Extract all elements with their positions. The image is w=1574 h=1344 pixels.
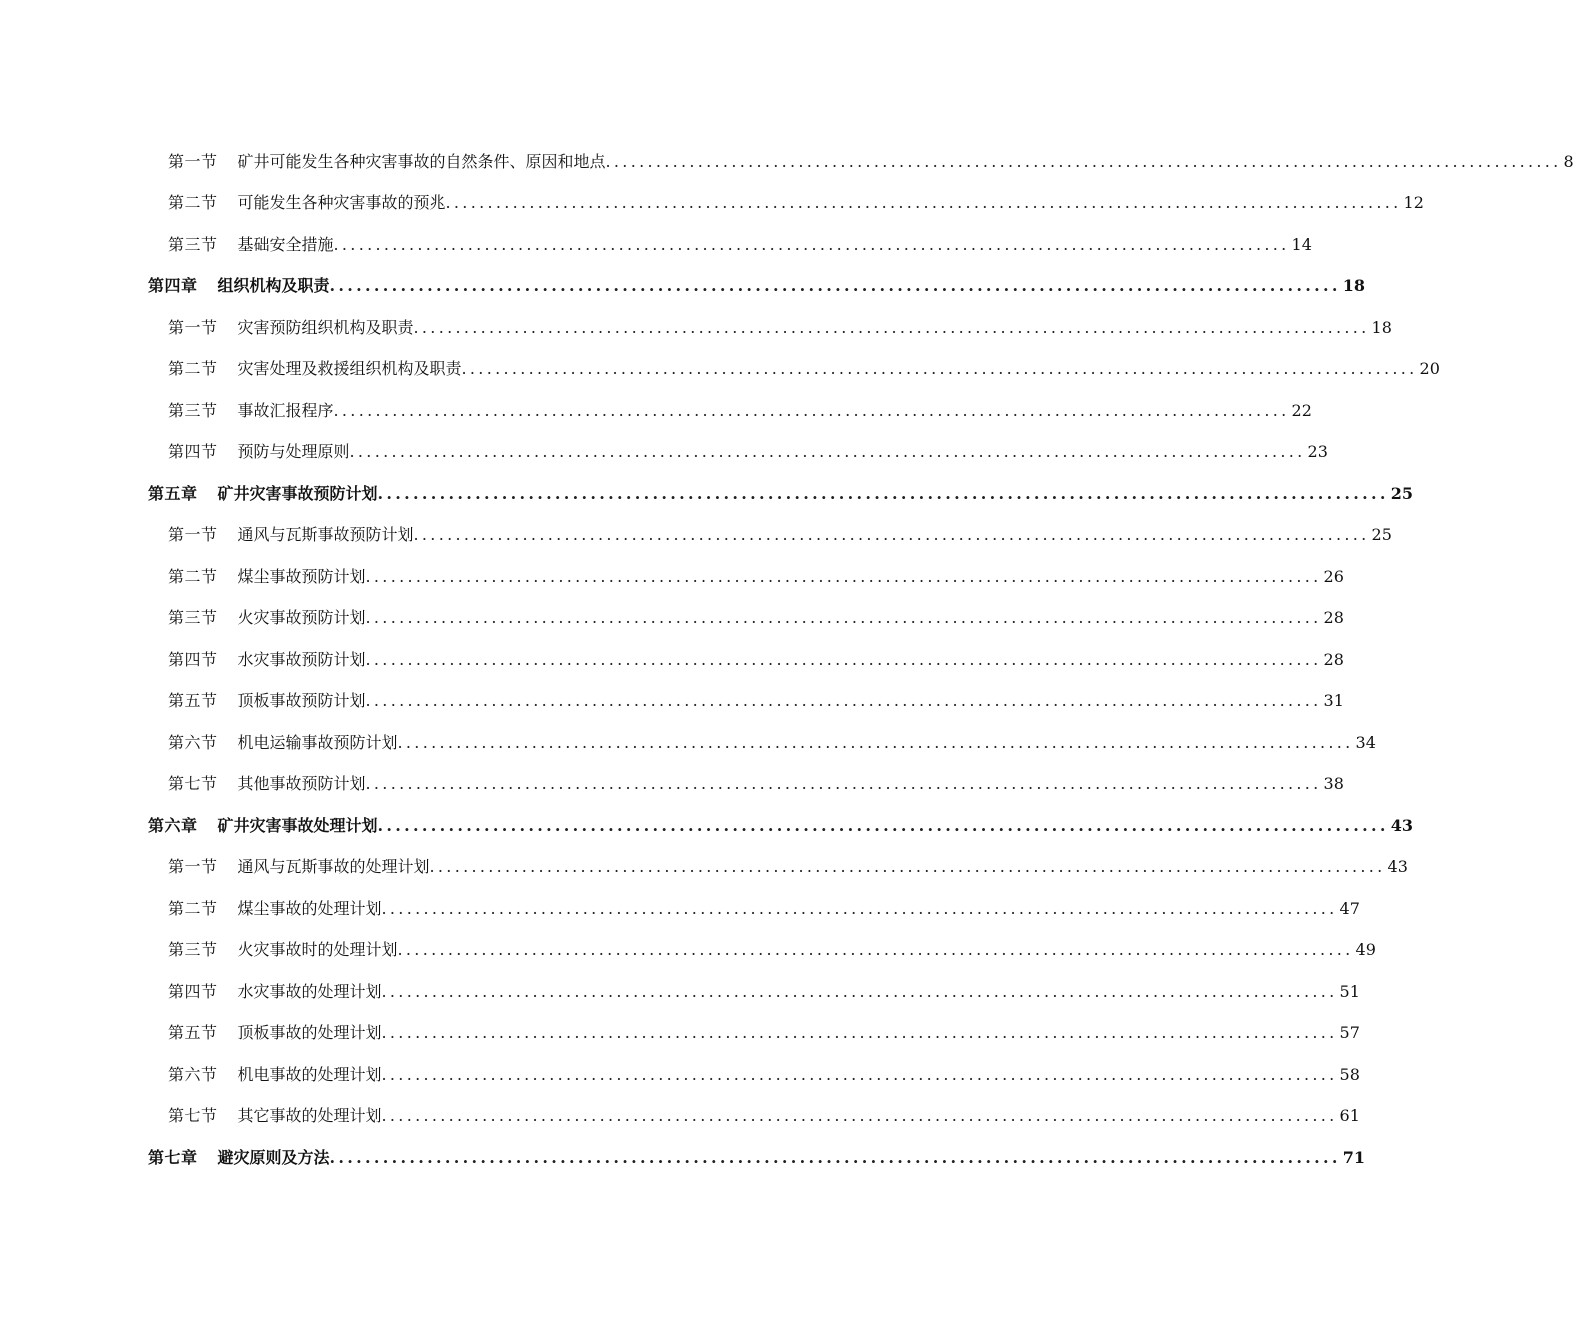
- toc-entry-number: 第二节: [168, 566, 218, 586]
- toc-entry-number: 第四节: [168, 981, 218, 1001]
- toc-entry-title: 顶板事故预防计划: [237, 691, 366, 711]
- toc-entry[interactable]: [0, 971, 1360, 1013]
- toc-entry-page: 28: [1323, 608, 1344, 628]
- toc-entry-title: 水灾事故的处理计划: [237, 981, 382, 1001]
- toc-leader-dots: ..................................................................................................................: [445, 193, 1402, 213]
- toc-entry-page: 61: [1339, 1106, 1360, 1126]
- toc-entry[interactable]: [0, 432, 1328, 474]
- toc-chapter-entry[interactable]: [0, 266, 1366, 308]
- toc-entry[interactable]: [0, 847, 1408, 889]
- toc-entry-number: 第三节: [168, 608, 218, 628]
- toc-entry-page: 20: [1419, 359, 1440, 379]
- toc-entry[interactable]: [0, 307, 1392, 349]
- toc-entry-number: 第五章: [148, 483, 198, 503]
- toc-leader-dots: ..................................................................................................................: [397, 940, 1354, 960]
- toc-entry-title: 避灾原则及方法: [217, 1147, 330, 1167]
- toc-entry[interactable]: [0, 1013, 1360, 1055]
- toc-leader-dots: ..................................................................................................................: [429, 857, 1386, 877]
- toc-entry[interactable]: [0, 888, 1360, 930]
- toc-entry-number: 第四章: [148, 276, 198, 296]
- toc-entry-number: 第六节: [168, 732, 218, 752]
- toc-entry-title: 其它事故的处理计划: [237, 1106, 382, 1126]
- toc-entry-page: 49: [1355, 940, 1376, 960]
- toc-entry-page: 57: [1339, 1023, 1360, 1043]
- toc-entry-page: 18: [1371, 317, 1392, 337]
- toc-entry-page: 8: [1563, 151, 1574, 171]
- toc-entry[interactable]: [0, 556, 1344, 598]
- toc-entry[interactable]: [0, 764, 1344, 806]
- toc-entry-number: 第六章: [148, 815, 198, 835]
- toc-entry-title: 矿井可能发生各种灾害事故的自然条件、原因和地点: [237, 151, 606, 171]
- toc-entry-page: 12: [1403, 193, 1424, 213]
- toc-leader-dots: ..................................................................................................................: [397, 732, 1354, 752]
- toc-leader-dots: ..................................................................................................................: [381, 1023, 1338, 1043]
- toc-entry-page: 22: [1291, 400, 1312, 420]
- toc-entry-number: 第一节: [168, 525, 218, 545]
- toc-entry-title: 基础安全措施: [237, 234, 334, 254]
- toc-entry[interactable]: [0, 930, 1376, 972]
- toc-leader-dots: ..................................................................................................................: [329, 1147, 1341, 1167]
- toc-leader-dots: ..................................................................................................................: [413, 317, 1370, 337]
- toc-entry-title: 机电运输事故预防计划: [237, 732, 398, 752]
- toc-entry-title: 可能发生各种灾害事故的预兆: [237, 193, 446, 213]
- toc-entry-number: 第三节: [168, 400, 218, 420]
- toc-entry[interactable]: [0, 390, 1312, 432]
- toc-leader-dots: ..................................................................................................................: [377, 483, 1389, 503]
- toc-entry-number: 第一节: [168, 151, 218, 171]
- toc-entry-number: 第五节: [168, 691, 218, 711]
- toc-chapter-entry[interactable]: [0, 805, 1414, 847]
- toc-entry[interactable]: [0, 183, 1424, 225]
- toc-entry-page: 34: [1355, 732, 1376, 752]
- toc-entry[interactable]: [0, 598, 1344, 640]
- toc-entry-page: 58: [1339, 1064, 1360, 1084]
- toc-leader-dots: ..................................................................................................................: [413, 525, 1370, 545]
- toc-entry-number: 第三节: [168, 234, 218, 254]
- toc-entry-title: 组织机构及职责: [217, 276, 330, 296]
- toc-entry-page: 71: [1342, 1147, 1366, 1167]
- toc-entry-title: 水灾事故预防计划: [237, 649, 366, 669]
- toc-entry-number: 第六节: [168, 1064, 218, 1084]
- toc-leader-dots: ..................................................................................................................: [349, 442, 1306, 462]
- toc-leader-dots: ..................................................................................................................: [381, 898, 1338, 918]
- toc-entry-page: 25: [1371, 525, 1392, 545]
- toc-leader-dots: ..................................................................................................................: [365, 649, 1322, 669]
- toc-entry-number: 第四节: [168, 649, 218, 669]
- toc-entry[interactable]: [0, 224, 1312, 266]
- toc-chapter-entry[interactable]: [0, 473, 1414, 515]
- toc-entry-page: 38: [1323, 774, 1344, 794]
- toc-leader-dots: ..................................................................................................................: [381, 981, 1338, 1001]
- toc-entry-title: 通风与瓦斯事故预防计划: [237, 525, 414, 545]
- toc-leader-dots: ..................................................................................................................: [381, 1064, 1338, 1084]
- toc-entry-title: 煤尘事故的处理计划: [237, 898, 382, 918]
- toc-entry-title: 其他事故预防计划: [237, 774, 366, 794]
- toc-entry[interactable]: [0, 141, 1574, 183]
- toc-entry[interactable]: [0, 349, 1440, 391]
- toc-entry-number: 第七节: [168, 774, 218, 794]
- toc-entry-page: 51: [1339, 981, 1360, 1001]
- toc-entry-page: 28: [1323, 649, 1344, 669]
- toc-leader-dots: ..................................................................................................................: [365, 566, 1322, 586]
- toc-entry-number: 第二节: [168, 898, 218, 918]
- toc-leader-dots: ..................................................................................................................: [365, 774, 1322, 794]
- toc-entry-title: 预防与处理原则: [237, 442, 350, 462]
- toc-entry-number: 第二节: [168, 193, 218, 213]
- toc-chapter-entry[interactable]: [0, 1137, 1366, 1179]
- toc-entry-number: 第五节: [168, 1023, 218, 1043]
- toc-entry[interactable]: [0, 1096, 1360, 1138]
- toc-entry-title: 事故汇报程序: [237, 400, 334, 420]
- toc-entry-title: 矿井灾害事故预防计划: [217, 483, 378, 503]
- toc-entry-page: 31: [1323, 691, 1344, 711]
- toc-leader-dots: ..................................................................................................................: [381, 1106, 1338, 1126]
- toc-entry-page: 47: [1339, 898, 1360, 918]
- toc-entry-title: 顶板事故的处理计划: [237, 1023, 382, 1043]
- toc-entry-page: 25: [1390, 483, 1414, 503]
- toc-entry[interactable]: [0, 722, 1376, 764]
- toc-entry-number: 第一节: [168, 857, 218, 877]
- toc-entry-page: 43: [1387, 857, 1408, 877]
- toc-entry-title: 火灾事故时的处理计划: [237, 940, 398, 960]
- toc-entry-title: 通风与瓦斯事故的处理计划: [237, 857, 430, 877]
- toc-entry-title: 矿井灾害事故处理计划: [217, 815, 378, 835]
- toc-entry-page: 26: [1323, 566, 1344, 586]
- toc-entry-number: 第一节: [168, 317, 218, 337]
- toc-leader-dots: ..................................................................................................................: [461, 359, 1418, 379]
- toc-entry-number: 第三节: [168, 940, 218, 960]
- toc-leader-dots: ..................................................................................................................: [365, 608, 1322, 628]
- toc-entry-number: 第七章: [148, 1147, 198, 1167]
- table-of-contents: [0, 141, 1574, 1179]
- toc-entry-title: 煤尘事故预防计划: [237, 566, 366, 586]
- toc-entry-number: 第四节: [168, 442, 218, 462]
- toc-entry-page: 43: [1390, 815, 1414, 835]
- toc-entry[interactable]: [0, 1054, 1360, 1096]
- toc-entry-title: 灾害处理及救援组织机构及职责: [237, 359, 462, 379]
- toc-leader-dots: ..................................................................................................................: [329, 276, 1341, 296]
- toc-leader-dots: ..................................................................................................................: [333, 234, 1290, 254]
- toc-entry-number: 第七节: [168, 1106, 218, 1126]
- toc-leader-dots: ..................................................................................................................: [605, 151, 1562, 171]
- toc-entry-title: 机电事故的处理计划: [237, 1064, 382, 1084]
- toc-entry-title: 火灾事故预防计划: [237, 608, 366, 628]
- toc-entry[interactable]: [0, 515, 1392, 557]
- toc-entry[interactable]: [0, 681, 1344, 723]
- toc-entry-number: 第二节: [168, 359, 218, 379]
- toc-entry-page: 14: [1291, 234, 1312, 254]
- toc-entry-title: 灾害预防组织机构及职责: [237, 317, 414, 337]
- toc-leader-dots: ..................................................................................................................: [333, 400, 1290, 420]
- toc-leader-dots: ..................................................................................................................: [365, 691, 1322, 711]
- toc-entry[interactable]: [0, 639, 1344, 681]
- toc-entry-page: 23: [1307, 442, 1328, 462]
- toc-entry-page: 18: [1342, 276, 1366, 296]
- toc-leader-dots: ..................................................................................................................: [377, 815, 1389, 835]
